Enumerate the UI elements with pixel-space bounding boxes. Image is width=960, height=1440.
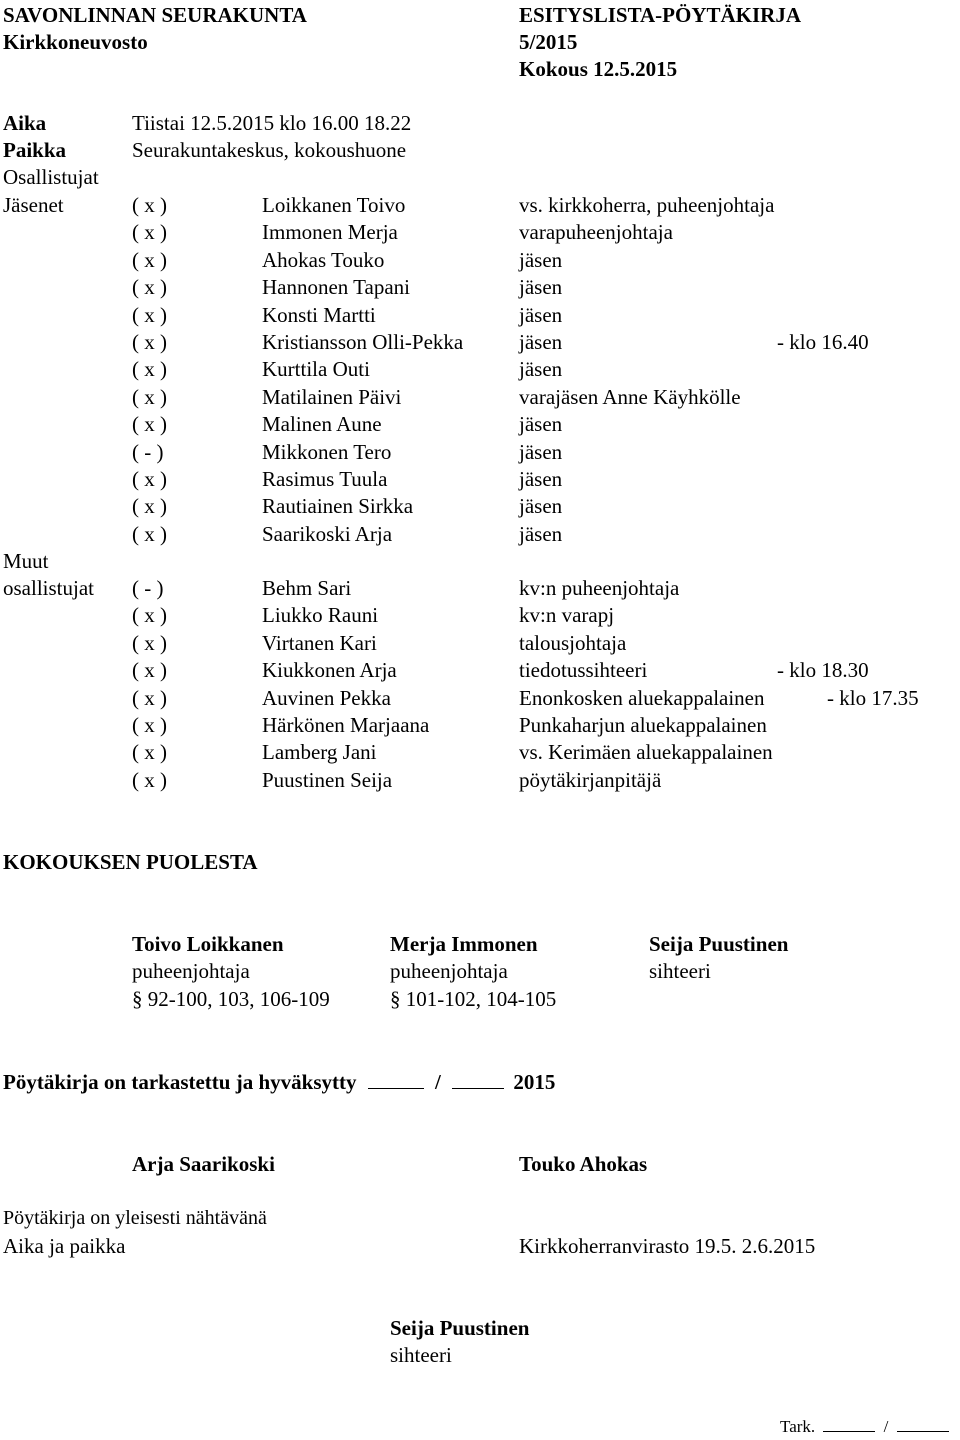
other-role: Enonkosken aluekappalainen: [519, 685, 765, 710]
member-role: jäsen: [519, 330, 563, 354]
display-value: Kirkkoherranvirasto 19.5. 2.6.2015: [519, 1234, 816, 1258]
signer-3-name: Seija Puustinen: [649, 932, 789, 956]
footer-slash: /: [883, 1417, 889, 1436]
approval-line: [3, 1069, 555, 1096]
other-attendance-mark: ( x ): [132, 767, 167, 792]
member-name: Loikkanen Toivo: [262, 193, 406, 217]
others-label-1: Muut: [3, 549, 49, 573]
other-role: kv:n varapj: [519, 603, 615, 628]
member-role: jäsen: [519, 467, 563, 491]
member-attendance-mark: ( x ): [132, 247, 167, 272]
member-attendance-mark: ( x ): [132, 193, 167, 217]
other-name: Lamberg Jani: [262, 740, 377, 765]
signing-heading: KOKOUKSEN PUOLESTA: [3, 850, 258, 874]
other-time-note: - klo 18.30: [777, 658, 869, 683]
other-row: [0, 712, 960, 739]
member-row: [0, 521, 960, 548]
approval-text: Pöytäkirja on tarkastettu ja hyväksytty: [3, 1070, 357, 1094]
approval-slash: /: [434, 1070, 441, 1094]
member-row: [0, 466, 960, 493]
member-row: [0, 192, 960, 219]
other-name: Härkönen Marjaana: [262, 713, 430, 737]
display-text: Pöytäkirja on yleisesti nähtävänä: [3, 1207, 267, 1229]
time-label: Aika: [3, 111, 47, 135]
member-row: [0, 219, 960, 246]
signer-2-name: Merja Immonen: [390, 932, 538, 956]
member-name: Ahokas Touko: [262, 247, 385, 272]
signer-3-title: sihteeri: [649, 959, 711, 983]
member-row: [0, 493, 960, 520]
participants-label: Osallistujat: [3, 165, 99, 189]
member-attendance-mark: ( x ): [132, 220, 167, 245]
other-name: Liukko Rauni: [262, 603, 379, 628]
other-role: talousjohtaja: [519, 630, 627, 655]
time-value: Tiistai 12.5.2015 klo 16.00 18.22: [132, 111, 412, 135]
member-row: [0, 411, 960, 438]
member-role: jäsen: [519, 521, 563, 546]
member-name: Kristiansson Olli-Pekka: [262, 330, 464, 354]
member-role: varajäsen Anne Käyhkölle: [519, 384, 741, 409]
member-name: Kurttila Outi: [262, 357, 370, 382]
signer-2-title: puheenjohtaja: [390, 959, 508, 983]
member-row: [0, 247, 960, 274]
other-name: Puustinen Seija: [262, 767, 393, 792]
member-time-note: - klo 16.40: [777, 330, 869, 354]
other-role: pöytäkirjanpitäjä: [519, 767, 662, 792]
footer-blank-1: [823, 1417, 875, 1432]
signer-1-title: puheenjohtaja: [132, 959, 250, 983]
member-row: [0, 356, 960, 383]
member-row: [0, 439, 960, 466]
signer-1-sections: § 92-100, 103, 106-109: [132, 987, 330, 1011]
member-name: Immonen Merja: [262, 220, 398, 245]
other-name: Kiukkonen Arja: [262, 658, 397, 683]
member-name: Rautiainen Sirkka: [262, 494, 414, 519]
other-attendance-mark: ( x ): [132, 740, 167, 765]
other-name: Behm Sari: [262, 576, 352, 600]
member-role: jäsen: [519, 357, 563, 382]
approval-day-blank: [368, 1070, 424, 1089]
member-role: jäsen: [519, 439, 563, 464]
place-label: Paikka: [3, 138, 67, 162]
secretary-name: Seija Puustinen: [390, 1316, 530, 1340]
other-row: [0, 685, 960, 712]
other-time-note: - klo 17.35: [827, 685, 919, 710]
member-attendance-mark: ( x ): [132, 275, 167, 300]
secretary-title: sihteeri: [390, 1343, 452, 1367]
place-value: Seurakuntakeskus, kokoushuone: [132, 138, 407, 162]
others-label-2: osallistujat: [3, 576, 94, 600]
org-name: SAVONLINNAN SEURAKUNTA: [3, 3, 307, 27]
member-role: varapuheenjohtaja: [519, 220, 673, 245]
signer-2-sections: § 101-102, 104-105: [390, 987, 557, 1011]
member-attendance-mark: ( - ): [132, 439, 164, 464]
member-attendance-mark: ( x ): [132, 302, 167, 327]
other-attendance-mark: ( - ): [132, 576, 164, 600]
member-role: vs. kirkkoherra, puheenjohtaja: [519, 193, 775, 217]
other-role: Punkaharjun aluekappalainen: [519, 713, 767, 737]
checker-1-name: Arja Saarikoski: [132, 1152, 275, 1176]
other-role: vs. Kerimäen aluekappalainen: [519, 740, 773, 765]
other-row: [0, 657, 960, 684]
member-name: Hannonen Tapani: [262, 275, 411, 300]
other-row: [0, 767, 960, 794]
other-attendance-mark: ( x ): [132, 603, 167, 628]
footer-tark: Tark.: [780, 1417, 816, 1436]
member-role: jäsen: [519, 412, 563, 437]
member-role: jäsen: [519, 247, 563, 272]
other-role: kv:n puheenjohtaja: [519, 576, 680, 600]
member-attendance-mark: ( x ): [132, 412, 167, 437]
display-label: Aika ja paikka: [3, 1234, 126, 1258]
member-role: jäsen: [519, 302, 563, 327]
member-attendance-mark: ( x ): [132, 384, 167, 409]
members-label: Jäsenet: [3, 193, 64, 217]
other-attendance-mark: ( x ): [132, 630, 167, 655]
checker-2-name: Touko Ahokas: [519, 1152, 648, 1176]
doc-number: 5/2015: [519, 30, 578, 54]
other-row: [0, 630, 960, 657]
approval-month-blank: [452, 1070, 504, 1089]
other-row: [0, 602, 960, 629]
meeting-date: Kokous 12.5.2015: [519, 57, 678, 81]
doc-type: ESITYSLISTA-PÖYTÄKIRJA: [519, 3, 802, 27]
other-row: [0, 739, 960, 766]
other-name: Virtanen Kari: [262, 630, 377, 655]
member-attendance-mark: ( x ): [132, 330, 167, 354]
member-row: [0, 274, 960, 301]
member-row: [0, 302, 960, 329]
member-role: jäsen: [519, 494, 563, 519]
member-name: Rasimus Tuula: [262, 467, 388, 491]
other-attendance-mark: ( x ): [132, 685, 167, 710]
footer-blank-2: [897, 1417, 949, 1432]
member-attendance-mark: ( x ): [132, 494, 167, 519]
member-name: Konsti Martti: [262, 302, 376, 327]
other-attendance-mark: ( x ): [132, 713, 167, 737]
member-name: Malinen Aune: [262, 412, 382, 437]
other-role: tiedotussihteeri: [519, 658, 648, 683]
other-name: Auvinen Pekka: [262, 685, 391, 710]
other-row: [0, 575, 960, 602]
member-name: Matilainen Päivi: [262, 384, 402, 409]
other-attendance-mark: ( x ): [132, 658, 167, 683]
member-attendance-mark: ( x ): [132, 357, 167, 382]
member-role: jäsen: [519, 275, 563, 300]
approval-year: 2015: [513, 1070, 556, 1094]
signer-1-name: Toivo Loikkanen: [132, 932, 284, 956]
body-name: Kirkkoneuvosto: [3, 30, 148, 54]
member-row: [0, 384, 960, 411]
member-name: Mikkonen Tero: [262, 439, 392, 464]
member-row: [0, 329, 960, 356]
member-name: Saarikoski Arja: [262, 521, 393, 546]
member-attendance-mark: ( x ): [132, 467, 167, 491]
member-attendance-mark: ( x ): [132, 521, 167, 546]
